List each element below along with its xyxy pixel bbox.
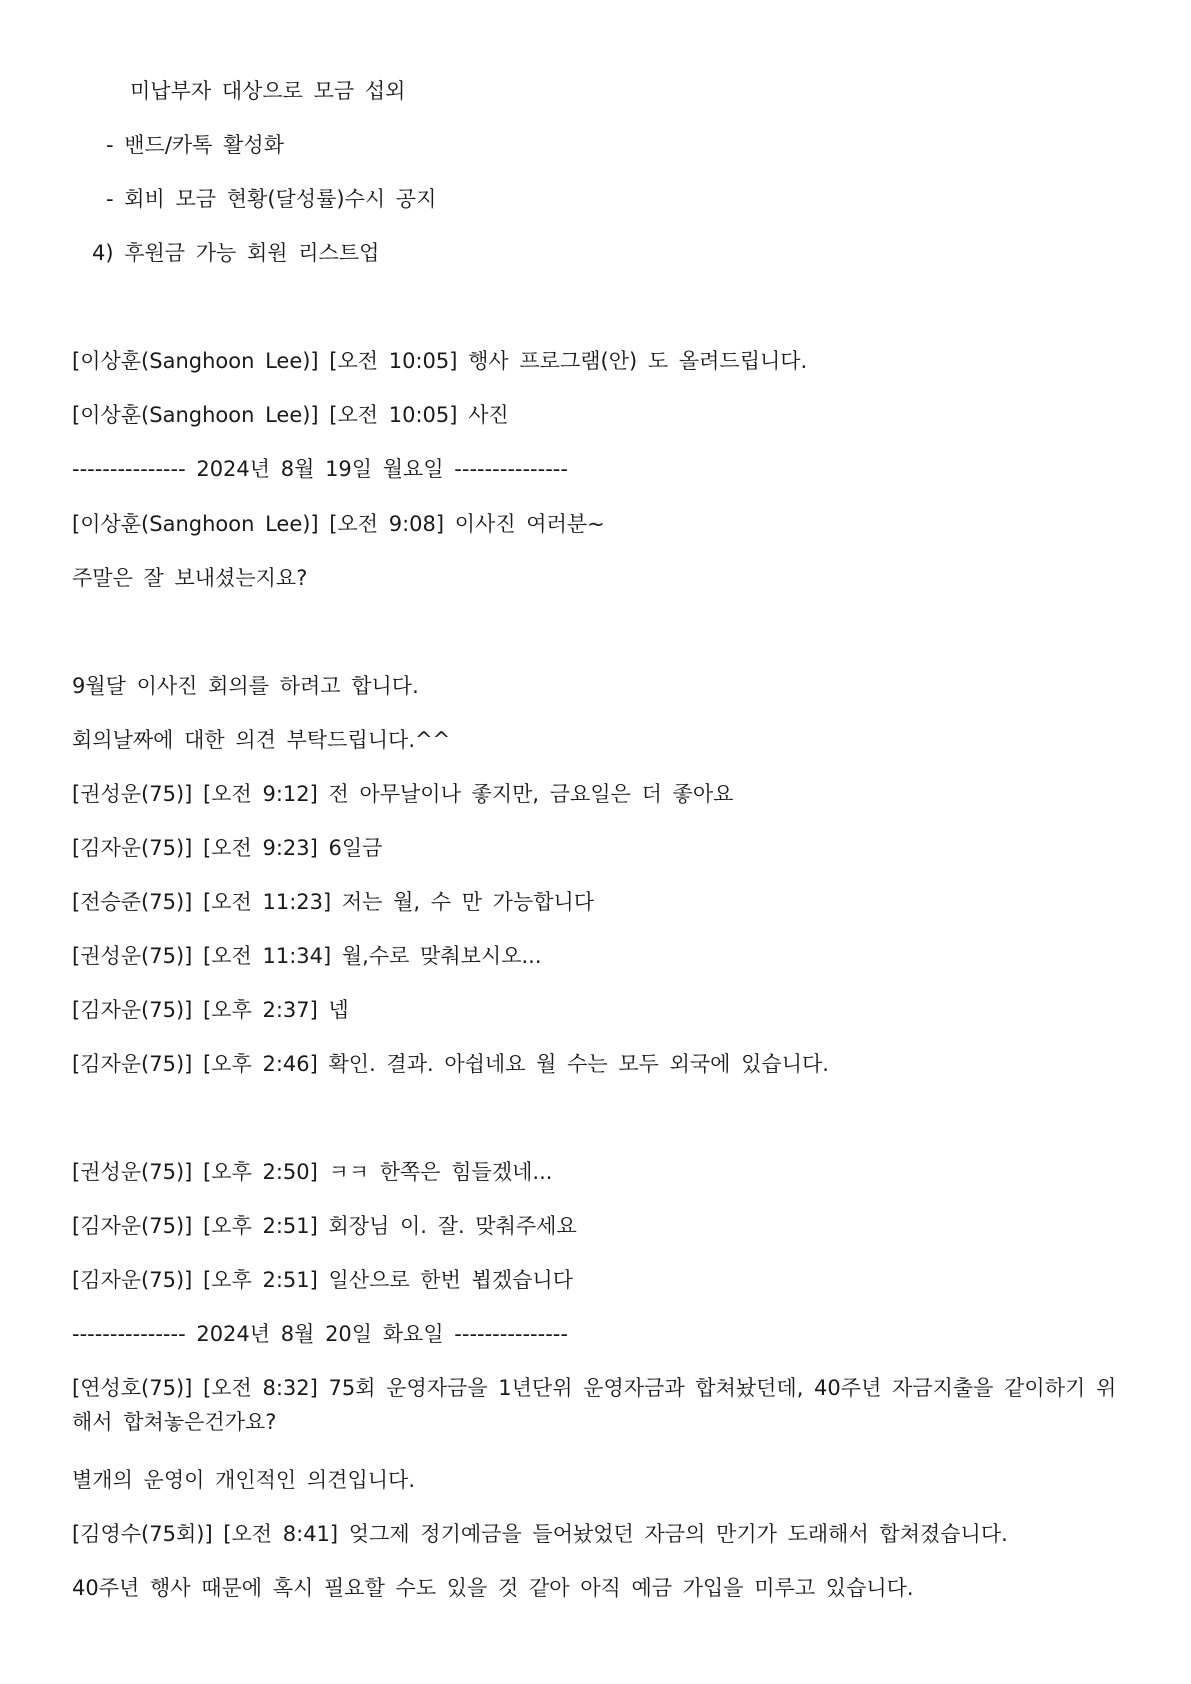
text-line: 미납부자 대상으로 모금 섭외: [130, 79, 406, 103]
chat-message: [김영수(75회)] [오전 8:41] 엊그제 정기예금을 들어놨었던 자금의 만기가 도래해서 합쳐졌습니다.: [72, 1522, 1008, 1546]
chat-message: [김자운(75)] [오전 9:23] 6일금: [72, 836, 383, 860]
chat-message: [김자운(75)] [오후 2:51] 회장님 이. 잘. 맞춰주세요: [72, 1214, 577, 1238]
list-item: 4) 후원금 가능 회원 리스트업: [92, 241, 380, 265]
chat-message: [권성운(75)] [오전 9:12] 전 아무날이나 좋지만, 금요일은 더 좋아요: [72, 782, 734, 806]
chat-message-continuation: 40주년 행사 때문에 혹시 필요할 수도 있을 것 같아 아직 예금 가입을 미루고 있습니다.: [72, 1576, 914, 1600]
chat-message-continuation: 회의날짜에 대한 의견 부탁드립니다.^^: [72, 728, 451, 752]
list-item: - 회비 모금 현황(달성률)수시 공지: [106, 187, 437, 211]
chat-message: [권성운(75)] [오전 11:34] 월,수로 맞춰보시오...: [72, 944, 542, 968]
chat-message: [권성운(75)] [오후 2:50] ㅋㅋ 한쪽은 힘들겠네...: [72, 1160, 553, 1184]
chat-message: [이상훈(Sanghoon Lee)] [오전 10:05] 행사 프로그램(안) 도 올려드립니다.: [72, 349, 808, 373]
list-item: - 밴드/카톡 활성화: [106, 133, 285, 157]
chat-message-continuation: 주말은 잘 보내셨는지요?: [72, 566, 308, 590]
date-separator: --------------- 2024년 8월 19일 월요일 ---------------: [72, 457, 568, 481]
chat-message: [김자운(75)] [오후 2:51] 일산으로 한번 뵙겠습니다: [72, 1268, 573, 1292]
chat-message: [김자운(75)] [오후 2:46] 확인. 결과. 아쉽네요 월 수는 모두 외국에 있습니다.: [72, 1052, 829, 1076]
chat-message-continuation: 별개의 운영이 개인적인 의견입니다.: [72, 1468, 415, 1492]
chat-message: [이상훈(Sanghoon Lee)] [오전 9:08] 이사진 여러분~: [72, 512, 605, 536]
chat-message: [이상훈(Sanghoon Lee)] [오전 10:05] 사진: [72, 403, 509, 427]
chat-message: [전승준(75)] [오전 11:23] 저는 월, 수 만 가능합니다: [72, 890, 595, 914]
chat-message-continuation: 9월달 이사진 회의를 하려고 합니다.: [72, 674, 419, 698]
chat-message: [연성호(75)] [오전 8:32] 75회 운영자금을 1년단위 운영자금과 합쳐놨던데, 40주년 자금지출을 같이하기 위해서 합쳐놓은건가요?: [72, 1376, 1117, 1434]
date-separator: --------------- 2024년 8월 20일 화요일 ---------------: [72, 1322, 568, 1346]
chat-message: [김자운(75)] [오후 2:37] 넵: [72, 998, 349, 1022]
